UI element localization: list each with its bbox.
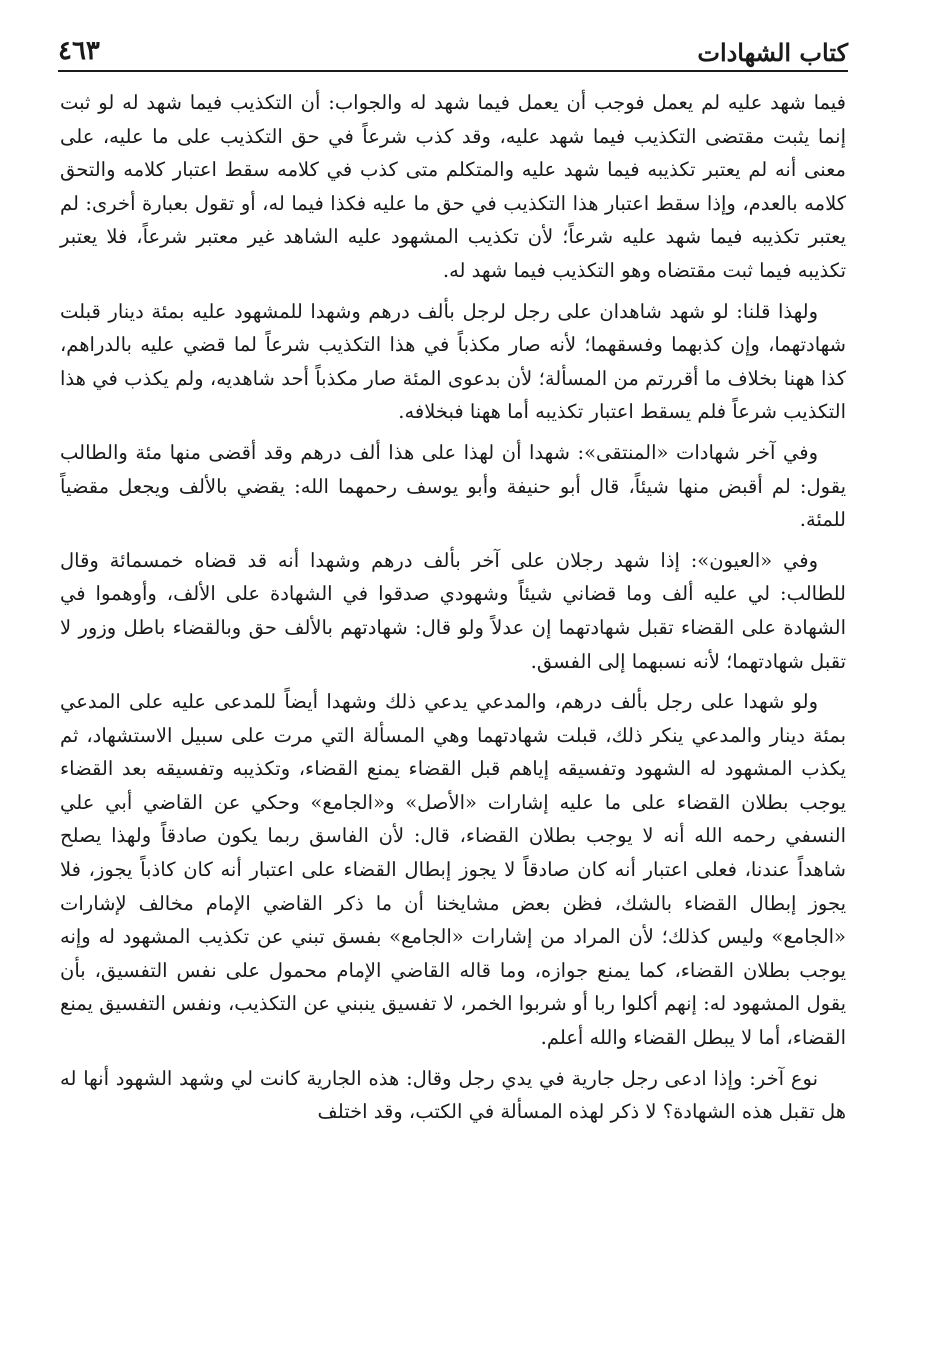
paragraph-4: وفي «العيون»: إذا شهد رجلان على آخر بألف درهم وشهدا أنه قد قضاه خمسمائة وقال للطالب: لي عليه ألف وما قضاني شيئاً وشهودي صدقوا في الشهادة على الألف، وأوهموا في الشهادة على القضاء تقبل شهادتهما إن عدلاً ولو قال: شهادتهم بالألف حق وبالقضاء باطل وزور لا تقبل شهادتهما؛ لأنه نسبهما إلى الفسق. [60,548,846,673]
page-number: ٤٦٣ [58,36,100,67]
paragraph-5: ولو شهدا على رجل بألف درهم، والمدعي يدعي ذلك وشهدا أيضاً للمدعى عليه على المدعي بمئة دينار والمدعي ينكر ذلك، قبلت شهادتهما وهي المسألة التي مرت على سبيل الاستشهاد، ثم يكذب المشهود له الشهود وتفسيقه إياهم قبل القضاء يمنع القضاء، وتكذيبه وتفسيقه بعد القضاء يوجب بطلان القضاء على ما عليه إشارات «الأصل» و«الجامع» وحكي عن القاضي أبي علي النسفي رحمه الله أنه لا يوجب بطلان القضاء، قال: لأن الفاسق ربما يكون صادقاً ولهذا يصلح شاهداً عندنا، فعلى اعتبار أنه كان صادقاً لا يجوز إبطال القضاء على اعتبار أنه كان كاذباً يجوز، فلا يجوز إبطال القضاء بالشك، فظن بعض مشايخنا أن ما ذكر القاضي الإمام مخالف لإشارات «الجامع» وليس كذلك؛ لأن المراد من إشارات «الجامع» بفسق تبني عن تكذيب المشهود له وإنه يوجب بطلان القضاء، كما يمنع جوازه، وما قاله القاضي الإمام محمول على نفس التفسيق، بأن يقول المشهود له: إنهم أكلوا ربا أو شربوا الخمر، لا تفسيق ينبني عن التكذيب، ونفس التفسيق يمنع القضاء، أما لا يبطل القضاء والله أعلم. [60,690,846,1050]
body-text [60,86,846,1136]
paragraph-6: نوع آخر: وإذا ادعى رجل جارية في يدي رجل وقال: هذه الجارية كانت لي وشهد الشهود أنها له هل تقبل هذه الشهادة؟ لا ذكر لهذه المسألة في الكتب، وقد اختلف [60,1066,846,1124]
paragraph-3: وفي آخر شهادات «المنتقى»: شهدا أن لهذا على هذا ألف درهم وقد أقضى منها مئة والطالب يقول: لم أقبض منها شيئاً، قال أبو حنيفة وأبو يوسف رحمهما الله: يقضي بالألف ويجعل مقضياً للمئة. [60,440,846,532]
paragraph-2: ولهذا قلنا: لو شهد شاهدان على رجل لرجل بألف درهم وشهدا للمشهود عليه بمئة دينار قبلت شهادتهما، وإن كذبهما وفسقهما؛ لأنه صار مكذباً في هذا التكذيب شرعاً لما قضي عليه بالدراهم، كذا ههنا بخلاف ما أقررتم من المسألة؛ لأن بدعوى المئة صار مكذباً أحد شاهديه، ولم يكذب في هذا التكذيب شرعاً فلم يسقط اعتبار تكذيبه أما ههنا فبخلافه. [60,299,846,424]
chapter-title: كتاب الشهادات [697,37,848,67]
paragraph-1: فيما شهد عليه لم يعمل فوجب أن يعمل فيما شهد له والجواب: أن التكذيب فيما شهد له لو ثبت إنما يثبت مقتضى التكذيب فيما شهد عليه، وقد كذب شرعاً في حق التكذيب على ما عليه، على معنى أنه لم يعتبر تكذيبه فيما شهد عليه والمتكلم متى كذب في كلامه سقط اعتبار كلامه والتحق كلامه بالعدم، وإذا سقط اعتبار هذا التكذيب في حق ما عليه فكذا فيما له، أو تقول بعبارة أخرى: لم يعتبر تكذيبه فيما شهد عليه شرعاً؛ لأن تكذيب المشهود عليه الشاهد غير معتبر شرعاً، فلا يعتبر تكذيبه فيما ثبت مقتضاه وهو التكذيب فيما شهد له. [60,91,846,282]
page-header [58,26,848,72]
